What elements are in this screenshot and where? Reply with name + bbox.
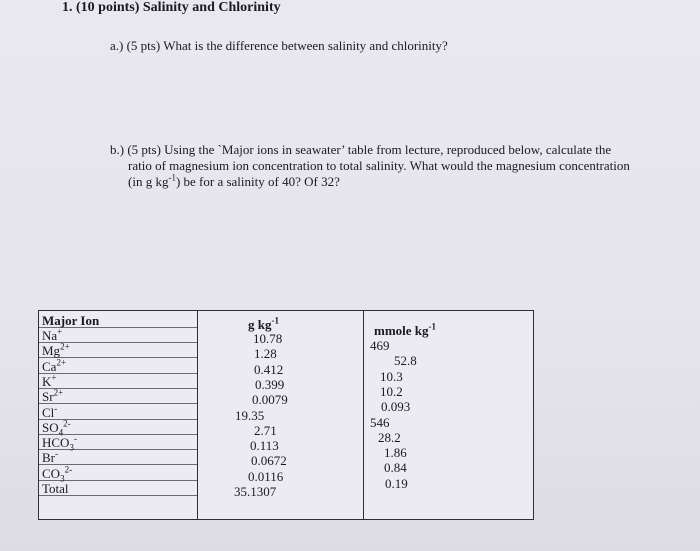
- ion-cell: [39, 389, 197, 404]
- ion-column: [39, 311, 197, 519]
- mmol-cell: 28.2: [378, 429, 401, 445]
- ion-cell: [39, 433, 197, 453]
- ion-charge: +: [57, 326, 63, 337]
- ion-symbol: Sr: [42, 389, 54, 405]
- ion-charge: +: [51, 372, 57, 383]
- ion-charge: 2+: [53, 387, 64, 398]
- header-gkg-label: g kg: [248, 317, 272, 332]
- header-mmol-sup: -1: [428, 321, 437, 332]
- gkg-cell: 10.78: [253, 331, 283, 346]
- question-title: 1. (10 points) Salinity and Chlorinity: [62, 0, 281, 15]
- gkg-cell: 2.71: [254, 422, 277, 438]
- gkg-cell: 0.0079: [252, 392, 288, 408]
- major-ions-table: [38, 310, 534, 520]
- question-part-b: [110, 142, 670, 190]
- ion-cell: [39, 328, 197, 343]
- mmol-cell: 469: [370, 338, 390, 353]
- ion-charge: 2+: [60, 341, 70, 352]
- ion-cell: [39, 481, 197, 496]
- gkg-cell: 0.0672: [251, 453, 287, 469]
- question-part-a: a.) (5 pts) What is the difference between salinity and chlorinity?: [110, 38, 448, 53]
- ion-symbol: Br: [42, 450, 55, 466]
- part-b-line-1: b.) (5 pts) Using the `Major ions in seawater’ table from lecture, reproduced below, calculate the: [110, 142, 612, 157]
- gkg-cell: 0.412: [254, 361, 284, 377]
- gkg-cell: 1.28: [254, 346, 277, 362]
- mmol-cell: 10.3: [380, 368, 403, 384]
- mmol-cell: 10.2: [380, 383, 403, 399]
- ion-cell: [39, 374, 197, 389]
- ion-symbol: HCO: [42, 435, 70, 451]
- header-gkg-sup: -1: [271, 315, 279, 326]
- mmol-cell: 1.86: [384, 445, 407, 461]
- mmol-column: [363, 311, 534, 519]
- part-b-line-2: ratio of magnesium ion concentration to total salinity. What would the magnesium concentration: [128, 158, 630, 173]
- mmol-cell: 0.093: [381, 399, 411, 415]
- mmol-cell: 546: [370, 414, 390, 430]
- ion-symbol: Total: [42, 481, 69, 496]
- gkg-cell: 0.113: [250, 438, 279, 454]
- ion-charge: -: [55, 449, 58, 460]
- ion-symbol: Ca: [42, 358, 57, 374]
- ion-cell: [39, 418, 197, 438]
- ion-cell: [39, 464, 197, 484]
- ion-symbol: Na: [42, 328, 58, 343]
- part-b-line-3: [110, 174, 670, 190]
- ion-symbol: Mg: [42, 343, 61, 359]
- part-b-line-3-sup: -1: [168, 172, 176, 183]
- ion-cell: [39, 343, 197, 358]
- part-b-line-3-post: ) be for a salinity of 40? Of 32?: [175, 174, 340, 189]
- ion-symbol: SO: [42, 419, 59, 435]
- ion-symbol: K: [42, 373, 52, 389]
- ion-cell: [39, 405, 197, 420]
- ion-cell: [39, 359, 197, 374]
- ion-cell: [39, 450, 197, 465]
- ion-charge: -: [54, 403, 58, 414]
- ion-charge: 2-: [64, 464, 73, 475]
- mmol-cell: 0.84: [384, 460, 407, 476]
- gkg-column: [197, 311, 364, 519]
- mmol-cell: 0.19: [385, 475, 408, 491]
- ion-charge: -: [73, 433, 77, 444]
- gkg-cell: 19.35: [235, 407, 265, 423]
- ion-subscript: 3: [69, 442, 74, 453]
- gkg-cell: 0.0116: [248, 468, 284, 484]
- ion-subscript: 4: [58, 427, 64, 438]
- ion-symbol: CO: [42, 465, 61, 481]
- ion-symbol: Cl: [42, 404, 55, 420]
- gkg-cell: 35.1307: [234, 484, 277, 499]
- ion-charge: 2-: [63, 418, 71, 429]
- mmol-cell: 52.8: [394, 353, 417, 369]
- header-gkg: [248, 317, 364, 332]
- header-mmol: [374, 323, 534, 338]
- ion-subscript: 3: [60, 473, 65, 484]
- ion-charge: 2+: [56, 357, 67, 368]
- header-mmol-label: mmole kg: [374, 323, 429, 338]
- header-major-ion: Major Ion: [39, 313, 197, 328]
- part-b-line-3-pre: (in g kg: [128, 174, 169, 189]
- gkg-cell: 0.399: [255, 376, 285, 392]
